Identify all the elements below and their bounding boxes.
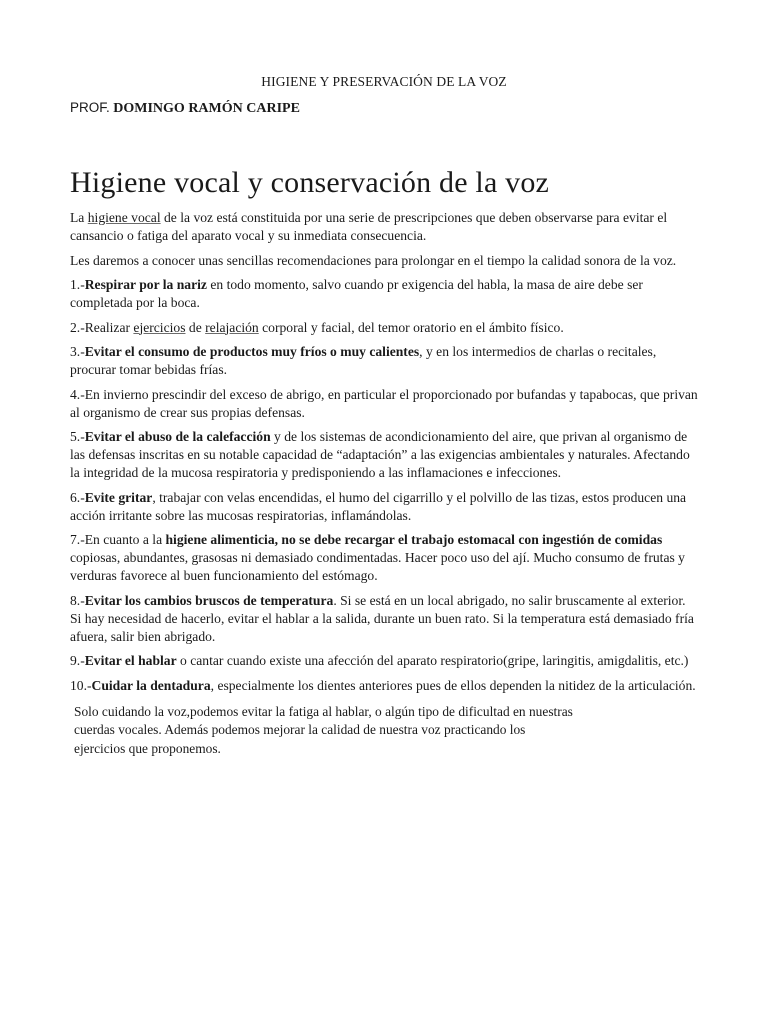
item-text: en todo momento, salvo cuando pr exigencia del habla, la masa de aire debe ser completada por la boca. [70, 277, 643, 310]
list-item-6 [70, 489, 698, 525]
author-line [70, 100, 300, 117]
item-text: . Si se está en un local abrigado, no salir bruscamente al exterior. Si hay necesidad de hacerlo, evitar el hablar a la salida, durante un buen rato. Si la temperatura está demasiado fría afuera, salir bien abrigado. [70, 592, 694, 644]
item-text: 4.-En invierno prescindir del exceso de abrigo, en particular el proporcionado por bufandas y tapabocas, que privan al organismo de crear sus propias defensas. [70, 386, 698, 420]
item-text: y de los sistemas de acondicionamiento del aire, que privan al organismo de las defensas inscritas en su notable capacidad de “adaptación” a las exigencias ambientales y naturales. Afectando la integridad de la mucosa respiratoria y predisponiendo a las inflamaciones e infecciones. [70, 429, 690, 480]
list-item-3 [70, 343, 698, 379]
list-item-9 [70, 652, 698, 670]
text: La [70, 210, 88, 225]
item-number: 8.- [70, 592, 85, 608]
list-item-2 [70, 319, 698, 337]
item-emphasis: Evite gritar [84, 489, 153, 505]
text: de la voz está constituida por una serie de prescripciones que deben observarse para evitar el cansancio o fatiga del aparato vocal y su inmediata consecuencia. [70, 210, 668, 243]
closing-line-1: Solo cuidando la voz,podemos evitar la fatiga al hablar, o algún tipo de dificultad en nuestras [74, 703, 573, 719]
list-item-10 [70, 677, 698, 695]
item-emphasis: Evitar el consumo de productos muy fríos o muy calientes [84, 344, 420, 359]
item-text: de [185, 319, 206, 335]
item-number: 7.-En cuanto a la [70, 532, 166, 547]
link-ejercicios[interactable]: ejercicios [133, 319, 186, 335]
text: para prolongar en el tiempo la calidad sonora de la voz. [371, 252, 677, 268]
item-emphasis: Cuidar la dentadura [91, 677, 211, 693]
item-number: 6.- [70, 489, 85, 505]
item-text: , y en los intermedios de charlas o recitales, procurar tomar bebidas frías. [70, 344, 657, 377]
closing-line-2: cuerdas vocales. Además podemos mejorar la calidad de nuestra voz practicando los [74, 722, 526, 737]
closing-line-3: ejercicios que proponemos. [74, 740, 221, 756]
list-item-7 [70, 531, 698, 585]
item-text: , especialmente los dientes anteriores pues de ellos dependen la nitidez de la articulación. [210, 677, 696, 693]
item-emphasis: Evitar el abuso de la calefacción [84, 429, 271, 444]
item-number: 9.- [70, 653, 85, 668]
item-text: 2.-Realizar [70, 319, 134, 335]
author-name: DOMINGO RAMÓN CARIPE [113, 101, 300, 116]
link-relajacion[interactable]: relajación [205, 319, 259, 335]
item-text: corporal y facial, del temor oratorio en el ámbito físico. [258, 319, 564, 335]
list-item-5 [70, 428, 698, 482]
link-higiene-vocal[interactable]: higiene vocal [87, 210, 161, 225]
link-recomendaciones[interactable]: recomendaciones [276, 252, 372, 268]
recommendations-paragraph [70, 252, 698, 270]
author-label: PROF. [70, 100, 110, 115]
text: Les daremos a conocer unas sencillas [70, 252, 277, 268]
item-emphasis: Evitar el hablar [84, 653, 177, 668]
list-item-8 [70, 592, 698, 646]
document-body [70, 209, 698, 758]
item-text: o cantar cuando existe una afección del aparato respiratorio(gripe, laringitis, amigdalitis, etc.) [176, 653, 689, 668]
item-number: 1.- [70, 277, 85, 292]
list-item-1 [70, 276, 698, 312]
intro-paragraph [70, 209, 698, 245]
item-emphasis: Evitar los cambios bruscos de temperatura [84, 592, 334, 608]
closing-paragraph [74, 703, 664, 759]
item-emphasis: Respirar por la nariz [84, 277, 207, 292]
item-emphasis: higiene alimenticia, no se debe recargar el trabajo estomacal con ingestión de comidas [165, 532, 663, 547]
item-number: 3.- [70, 344, 85, 359]
item-number: 10.- [70, 677, 92, 693]
item-text: , trabajar con velas encendidas, el humo del cigarrillo y el polvillo de las tizas, estos producen una acción irritante sobre las mucosas respiratorias, inflamándolas. [70, 489, 687, 523]
page-heading: Higiene vocal y conservación de la voz [70, 166, 550, 199]
item-number: 5.- [70, 429, 85, 444]
document-title: HIGIENE Y PRESERVACIÓN DE LA VOZ [261, 74, 507, 89]
list-item-4 [70, 386, 698, 422]
item-text: copiosas, abundantes, grasosas ni demasiado condimentadas. Hacer poco uso del ají. Mucho consumo de frutas y verduras favorece al buen funcionamiento del estómago. [70, 550, 685, 583]
